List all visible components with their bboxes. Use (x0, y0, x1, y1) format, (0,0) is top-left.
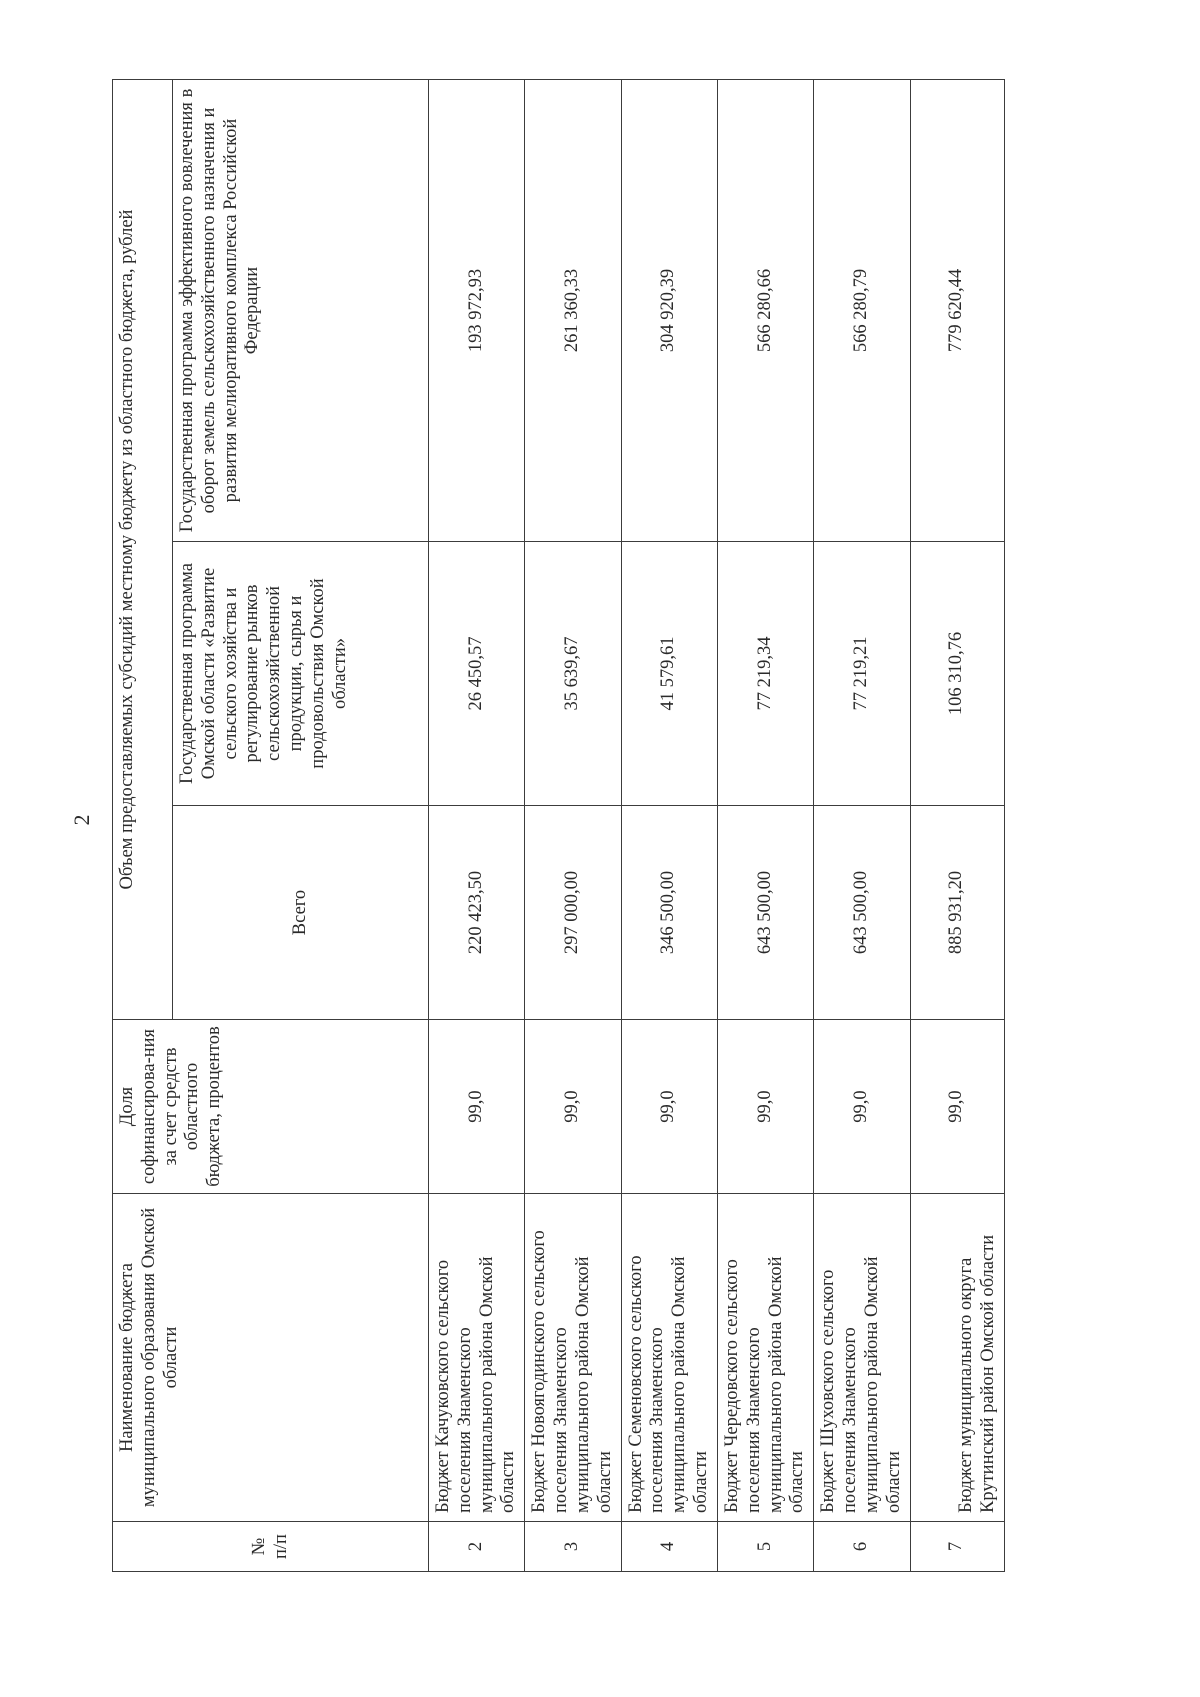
cell-num: 5 (717, 1522, 813, 1572)
cell-name: Бюджет Чередовского сельского поселения Знаменского муниципального района Омской области (717, 1194, 813, 1522)
cell-rf: 566 280,66 (717, 79, 813, 541)
header-total: Всего (173, 806, 429, 1020)
cell-num: 7 (910, 1522, 1004, 1572)
subsidy-table (112, 79, 1005, 1572)
cell-total: 220 423,50 (429, 806, 525, 1020)
cell-omsk: 77 219,34 (717, 542, 813, 806)
cell-share: 99,0 (621, 1020, 717, 1194)
cell-share: 99,0 (814, 1020, 910, 1194)
header-name: Наименование бюджета муниципального образования Омской области (113, 1194, 429, 1522)
cell-total: 297 000,00 (525, 806, 621, 1020)
cell-share: 99,0 (910, 1020, 1004, 1194)
cell-total: 643 500,00 (814, 806, 910, 1020)
header-num: № п/п (113, 1522, 429, 1572)
subsidy-table-container (112, 80, 1002, 1572)
table-row (717, 79, 813, 1571)
cell-rf: 566 280,79 (814, 79, 910, 541)
cell-name: Бюджет муниципального округа Крутинский район Омской области (910, 1194, 1004, 1522)
cell-share: 99,0 (717, 1020, 813, 1194)
cell-total: 346 500,00 (621, 806, 717, 1020)
cell-rf: 193 972,93 (429, 79, 525, 541)
table-row (910, 79, 1004, 1571)
cell-total: 885 931,20 (910, 806, 1004, 1020)
cell-share: 99,0 (429, 1020, 525, 1194)
cell-omsk: 35 639,67 (525, 542, 621, 806)
table-row (621, 79, 717, 1571)
cell-name: Бюджет Новоягодинского сельского поселения Знаменского муниципального района Омской области (525, 1194, 621, 1522)
cell-name: Бюджет Семеновского сельского поселения Знаменского муниципального района Омской области (621, 1194, 717, 1522)
table-row (525, 79, 621, 1571)
table-row (814, 79, 910, 1571)
cell-omsk: 106 310,76 (910, 542, 1004, 806)
header-volume-group: Объем предоставляемых субсидий местному бюджету из областного бюджета, рублей (113, 79, 173, 1019)
cell-rf: 779 620,44 (910, 79, 1004, 541)
table-row (429, 79, 525, 1571)
cell-omsk: 77 219,21 (814, 542, 910, 806)
cell-share: 99,0 (525, 1020, 621, 1194)
header-program-rf: Государственная программа эффективного вовлечения в оборот земель сельскохозяйственного назначения и развития мелиоративного комплекса Российской Федерации (173, 79, 429, 541)
cell-total: 643 500,00 (717, 806, 813, 1020)
cell-omsk: 41 579,61 (621, 542, 717, 806)
header-program-omsk: Государственная программа Омской области «Развитие сельского хозяйства и регулирование рынков сельскохозяйственной продукции, сырья и продовольствия Омской области» (173, 542, 429, 806)
cell-num: 6 (814, 1522, 910, 1572)
cell-name: Бюджет Шуховского сельского поселения Знаменского муниципального района Омской области (814, 1194, 910, 1522)
cell-rf: 304 920,39 (621, 79, 717, 541)
cell-num: 2 (429, 1522, 525, 1572)
cell-num: 4 (621, 1522, 717, 1572)
page-number: 2 (69, 814, 94, 826)
cell-num: 3 (525, 1522, 621, 1572)
cell-omsk: 26 450,57 (429, 542, 525, 806)
cell-rf: 261 360,33 (525, 79, 621, 541)
cell-name: Бюджет Качуковского сельского поселения Знаменского муниципального района Омской области (429, 1194, 525, 1522)
header-share: Доля софинансирова-ния за счет средств областного бюджета, процентов (113, 1020, 429, 1194)
